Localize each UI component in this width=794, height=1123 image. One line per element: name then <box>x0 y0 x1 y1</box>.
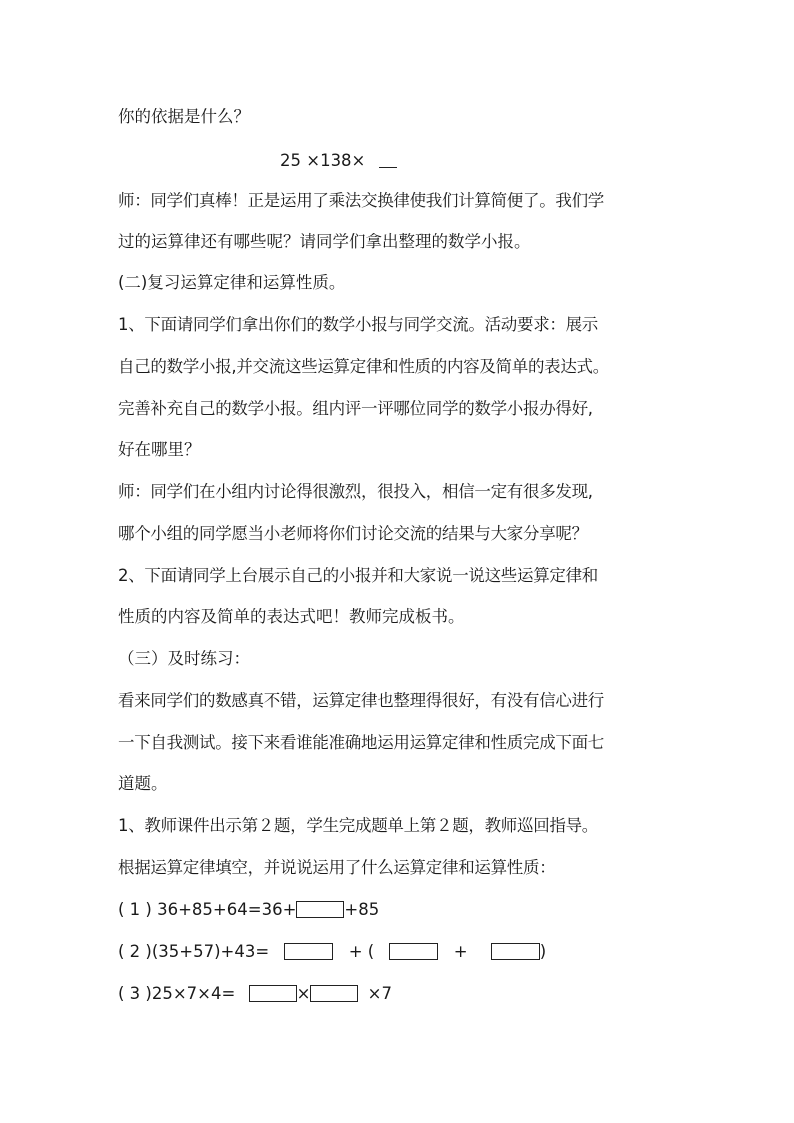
exercise-3-operator: × <box>296 984 311 1003</box>
text-line: 好在哪里？ <box>118 440 201 459</box>
exercise-3 <box>118 984 392 1004</box>
text-line: 过的运算律还有哪些呢？请同学们拿出整理的数学小报。 <box>118 232 531 251</box>
text-line: 师：同学们在小组内讨论得很激烈，很投入，相信一定有很多发现, <box>118 482 593 501</box>
text-line: 师：同学们真棒！正是运用了乘法交换律使我们计算简便了。我们学 <box>118 191 605 210</box>
answer-box[interactable] <box>249 985 297 1002</box>
section-heading: (二)复习运算定律和运算性质。 <box>118 273 346 292</box>
fill-blank[interactable] <box>379 153 397 168</box>
text-line: 你的依据是什么？ <box>118 107 250 126</box>
exercise-1-suffix: +85 <box>344 900 380 919</box>
text-line: 完善补充自己的数学小报。组内评一评哪位同学的数学小报办得好, <box>118 399 593 418</box>
text-line: 一下自我测试。接下来看谁能准确地运用运算定律和性质完成下面七 <box>118 733 605 752</box>
expression-line <box>280 151 397 171</box>
text-line: 自己的数学小报,并交流这些运算定律和性质的内容及简单的表达式。 <box>118 357 609 376</box>
exercise-3-prefix: ( 3 )25×7×4= <box>118 984 236 1003</box>
answer-box[interactable] <box>389 943 438 960</box>
exercise-2 <box>118 942 546 962</box>
text-line: 道题。 <box>118 774 168 793</box>
answer-box[interactable] <box>491 943 540 960</box>
answer-box[interactable] <box>310 985 358 1002</box>
section-heading: （三）及时练习： <box>118 649 250 668</box>
exercise-2-operator: + <box>453 942 468 961</box>
exercise-3-suffix: ×7 <box>367 984 392 1003</box>
exercise-1 <box>118 900 379 920</box>
text-line: 1、教师课件出示第２题，学生完成题单上第２题，教师巡回指导。 <box>118 816 598 835</box>
text-line: 1、下面请同学们拿出你们的数学小报与同学交流。活动要求：展示 <box>118 315 598 334</box>
answer-box[interactable] <box>296 901 344 918</box>
text-line: 看来同学们的数感真不错，运算定律也整理得很好，有没有信心进行 <box>118 691 605 710</box>
exercise-2-operator: + ( <box>348 942 375 961</box>
exercise-1-prefix: ( 1 ) 36+85+64=36+ <box>118 900 297 919</box>
text-line: 根据运算定律填空，并说说运用了什么运算定律和运算性质： <box>118 858 556 877</box>
exercise-2-prefix: ( 2 )(35+57)+43= <box>118 942 270 961</box>
exercise-2-suffix: ) <box>539 942 547 961</box>
text-line: 哪个小组的同学愿当小老师将你们讨论交流的结果与大家分享呢？ <box>118 524 588 543</box>
text-line: 2、下面请同学上台展示自己的小报并和大家说一说这些运算定律和 <box>118 566 598 585</box>
expression-text: 25 ×138× <box>280 151 366 170</box>
text-line: 性质的内容及简单的表达式吧！教师完成板书。 <box>118 607 465 626</box>
answer-box[interactable] <box>284 943 333 960</box>
